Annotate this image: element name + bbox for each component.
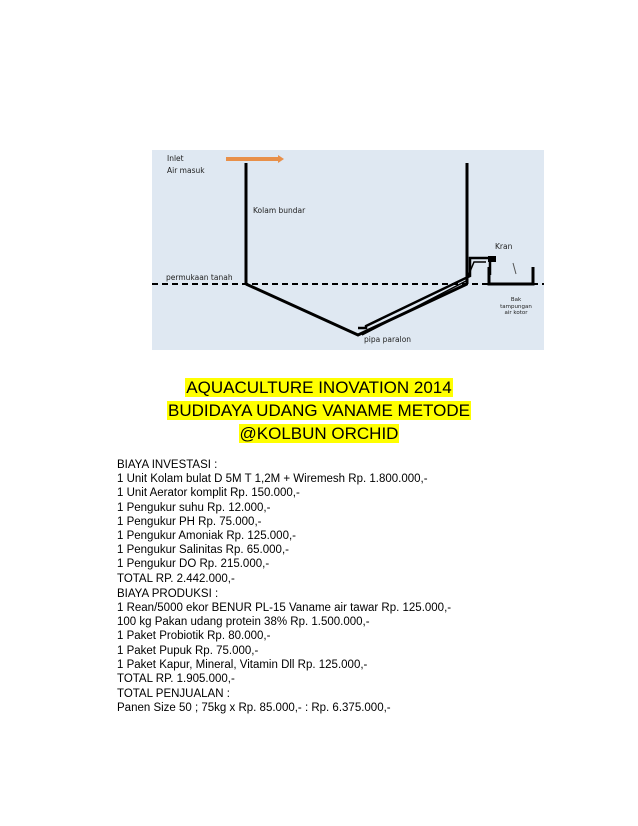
penjualan-heading: TOTAL PENJUALAN : — [117, 688, 230, 701]
waste-tank-label-line2: tampungan — [500, 303, 532, 310]
inlet-label: Inlet — [167, 154, 184, 163]
investasi-item: 1 Pengukur Amoniak Rp. 125.000,- — [117, 530, 297, 543]
ground-surface-label: permukaan tanah — [166, 273, 233, 282]
air-masuk-label: Air masuk — [167, 166, 205, 175]
produksi-item: 1 Rean/5000 ekor BENUR PL-15 Vaname air tawar Rp. 125.000,- — [117, 602, 452, 615]
produksi-total: TOTAL RP. 1.905.000,- — [117, 673, 235, 686]
title-line-2: BUDIDAYA UDANG VANAME METODE — [168, 401, 470, 420]
produksi-item: 100 kg Pakan udang protein 38% Rp. 1.500.000,- — [117, 616, 370, 629]
document-title — [120, 376, 518, 445]
tap-water — [513, 263, 516, 274]
penjualan-item: Panen Size 50 ; 75kg x Rp. 85.000,- : Rp. 6.375.000,- — [117, 702, 391, 715]
investasi-item: 1 Pengukur Salinitas Rp. 65.000,- — [117, 544, 289, 557]
investasi-item: 1 Pengukur suhu Rp. 12.000,- — [117, 501, 271, 514]
investasi-heading: BIAYA INVESTASI : — [117, 459, 218, 471]
produksi-heading: BIAYA PRODUKSI : — [117, 587, 219, 600]
inlet-pipe-tip — [278, 155, 284, 163]
investasi-item: 1 Unit Kolam bulat D 5M T 1,2M + Wiremesh Rp. 1.800.000,- — [117, 473, 428, 486]
produksi-item: 1 Paket Probiotik Rp. 80.000,- — [117, 630, 271, 643]
kolam-bundar-label: Kolam bundar — [253, 206, 306, 215]
pond-cone-bottom — [246, 284, 467, 335]
investasi-item: 1 Pengukur PH Rp. 75.000,- — [117, 515, 262, 528]
tap-label: Kran — [495, 242, 513, 251]
produksi-item: 1 Paket Pupuk Rp. 75.000,- — [117, 644, 259, 657]
inlet-pipe — [226, 157, 278, 161]
waste-tank-label — [495, 297, 537, 317]
cost-content — [117, 458, 517, 716]
investasi-item: 1 Unit Aerator komplit Rp. 150.000,- — [117, 487, 300, 500]
investasi-item: 1 Pengukur DO Rp. 215.000,- — [117, 558, 270, 571]
title-line-1: AQUACULTURE INOVATION 2014 — [186, 378, 452, 397]
tap — [488, 256, 496, 262]
waste-tank-label-line3: air kotor — [504, 310, 528, 316]
investasi-total: TOTAL RP. 2.442.000,- — [117, 572, 235, 585]
title-line-3: @KOLBUN ORCHID — [239, 424, 399, 443]
produksi-item: 1 Paket Kapur, Mineral, Vitamin Dll Rp. 125.000,- — [117, 658, 368, 671]
drain-pipe — [358, 258, 490, 328]
pipe-label: pipa paralon — [364, 335, 412, 344]
pond-diagram — [152, 150, 544, 350]
waste-tank — [489, 267, 533, 284]
pond-diagram-drawing — [152, 150, 544, 350]
waste-tank-label-line1: Bak — [510, 297, 522, 303]
